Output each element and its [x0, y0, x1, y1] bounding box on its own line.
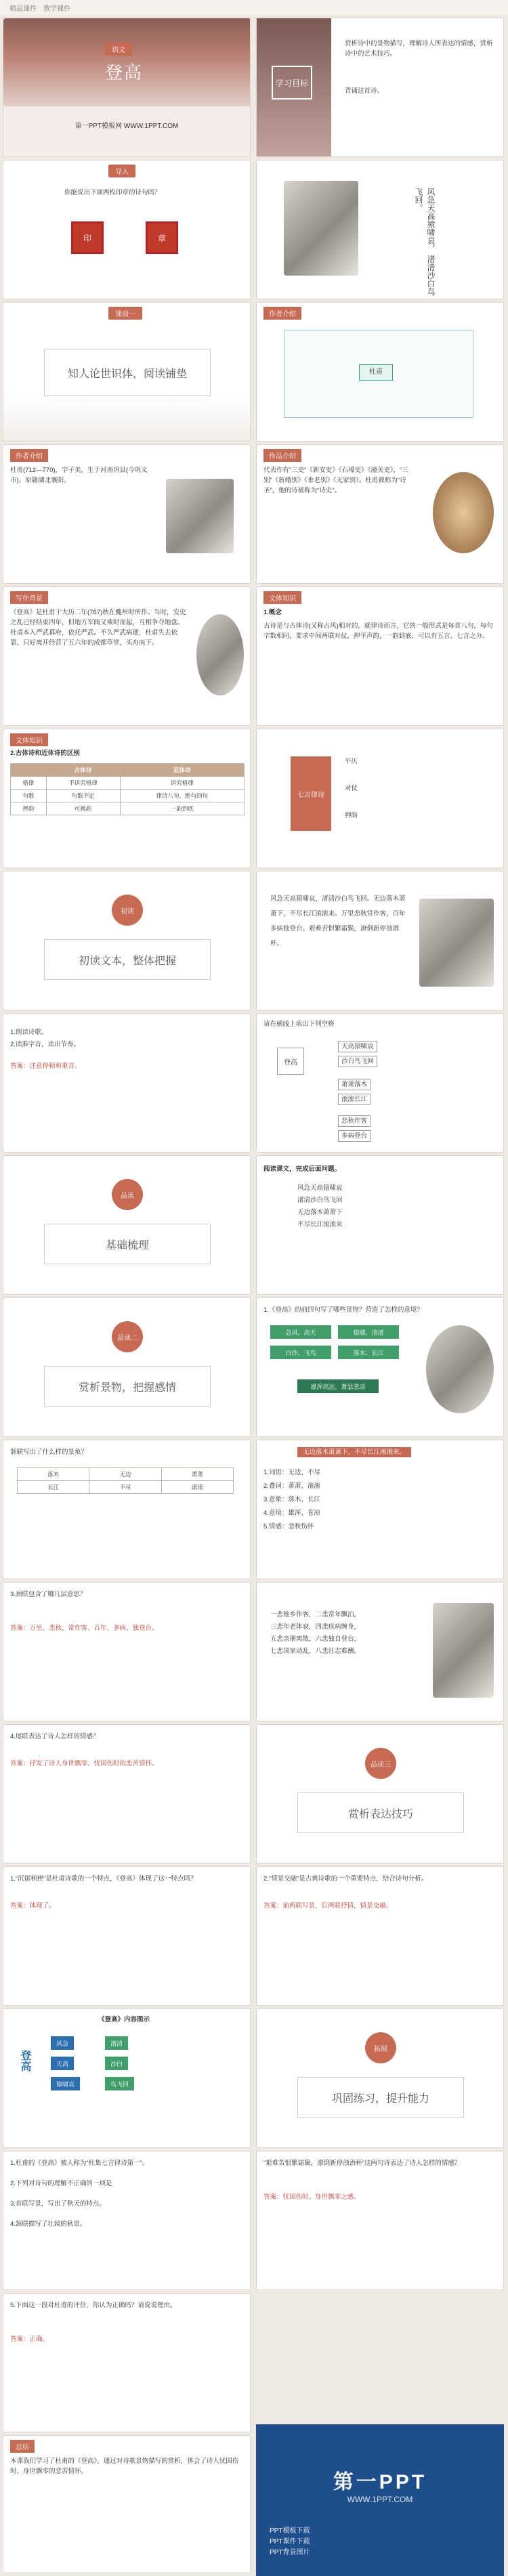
branch-box: 沙白 [105, 2057, 128, 2070]
analysis-heading: 无边落木萧萧下，不尽长江滚滚来。 [297, 1447, 411, 1457]
section3-tag: 品读 [112, 1179, 143, 1210]
footer-link[interactable]: PPT模板下载 [270, 2527, 310, 2535]
sorrow-image [433, 1603, 494, 1698]
map-node: 多病登台 [338, 1130, 371, 1142]
concept-tag: 文体知识 [263, 591, 301, 604]
seal-right: 章 [146, 221, 178, 254]
slide-intro-seals [3, 160, 251, 299]
table-header [11, 764, 47, 777]
objectives-logo: 学习目标 [272, 66, 312, 100]
table-row [11, 802, 245, 815]
footer-links [270, 2526, 310, 2558]
ink-painting [284, 181, 358, 276]
technique1-question: 1.“沉郁顿挫”是杜甫诗歌的一个特点，《登高》体现了这一特点吗？ [10, 1875, 197, 1883]
sorrow-line: 五悲亲朋离散，六悲独自登台， [270, 1635, 361, 1643]
table-cell: 落木 [18, 1468, 89, 1481]
scenery-question: 1.《登高》的前四句写了哪些景物？营造了怎样的意境？ [263, 1306, 423, 1314]
scene-box: 落木、长江 [338, 1346, 399, 1359]
technique1-answer: 答案：体现了。 [10, 1902, 56, 1910]
basic-line: 无边落木萧萧下 [297, 1209, 343, 1216]
background-text: 《登高》是杜甫于大历二年(767)秋在夔州时所作。当时，安史之乱已经结束四年，但地方军阀又乘时而起，互相争夺地盘。杜甫本入严武幕府，依托严武。不久严武病逝，杜甫失去依靠，只好离开经营了五六年的成都草堂，买舟南下。 [10, 609, 186, 647]
works-text: 代表作有“三吏”《新安吏》《石壕吏》《潼关吏》，“三别”《新婚别》《垂老别》《无家别》。杜甫被称为“诗圣”，他的诗被称为“诗史”。 [263, 467, 408, 494]
mind-map [284, 330, 473, 418]
author-intro-text: 杜甫(712—770)，字子美，生于河南巩县(今巩义市)，原籍湖北襄阳。 [10, 467, 148, 484]
map-node: 萧萧落木 [338, 1079, 371, 1090]
neck-answer: 答案：万里、悲秋、常作客、百年、多病、独登台。 [10, 1625, 158, 1632]
slide-title [3, 18, 251, 157]
couplet-table [17, 1467, 234, 1494]
author-portrait [166, 479, 234, 553]
slide-comparison [3, 729, 251, 868]
tail-answer: 答案：抒发了诗人身世飘零、忧国伤时的悲苦情怀。 [10, 1760, 158, 1767]
table-row [18, 1468, 234, 1481]
table-cell: 不讲究格律 [46, 777, 120, 790]
footer-brand: 第一PPT [333, 2471, 427, 2493]
works-tag: 作品介绍 [263, 449, 301, 462]
site-subtitle: 第一PPT模板网 WWW.1PPT.COM [75, 123, 179, 130]
map-node: 滚滚长江 [338, 1094, 371, 1105]
slide-poem-text [256, 871, 504, 1010]
section1-heading: 知人论世识体，阅读铺垫 [44, 349, 211, 396]
author-map-tag: 作者介绍 [263, 307, 301, 320]
exercise2-text: “艰难苦恨繁霜鬓，潦倒新停浊酒杯”这两句诗表达了诗人怎样的情感？ [263, 2160, 461, 2167]
analysis-item: 1.词语：无边、不尽 [263, 1469, 320, 1476]
table-cell: 押韵 [11, 802, 47, 815]
analysis-item: 4.意境：雄浑、苍凉 [263, 1509, 320, 1517]
table-cell: 格律 [11, 777, 47, 790]
topbar-right: 教学课件 [43, 5, 70, 13]
table-row [18, 1481, 234, 1494]
table-header: 近体诗 [120, 764, 244, 777]
summary-tag: 总结 [10, 2440, 35, 2453]
slide-exercise-3 [3, 2293, 251, 2432]
map-node: 沙白鸟飞回 [338, 1056, 377, 1067]
map-fill-heading: 请在横线上填出下列空格 [263, 1021, 335, 1028]
table-cell: 律诗八句，绝句四句 [120, 790, 244, 802]
slide-tail [3, 1724, 251, 1864]
comparison-heading: 2.古体诗和近体诗的区别 [10, 750, 80, 757]
footer-link[interactable]: PPT课件下载 [270, 2538, 310, 2546]
slide-exercise [3, 2151, 251, 2290]
branch-box: 风急 [51, 2036, 74, 2050]
table-cell: 萧萧 [161, 1468, 233, 1481]
basic-line: 不尽长江滚滚来 [297, 1221, 343, 1228]
branch-box: 天高 [51, 2057, 74, 2070]
table-cell: 滚滚 [161, 1481, 233, 1494]
table-cell: 可换韵 [46, 802, 120, 815]
slide-author-map [256, 302, 504, 442]
slide-section-6 [256, 2009, 504, 2148]
top-bar [0, 0, 508, 15]
table-header: 古体诗 [46, 764, 120, 777]
technique2-question: 2.“情景交融”是古典诗歌的一个重要特点，结合诗句分析。 [263, 1875, 428, 1883]
objective-1: 赏析诗中的景物描写，理解诗人所表达的情感，赏析诗中的艺术技巧。 [345, 40, 493, 58]
table-row [11, 790, 245, 802]
summary-text: 本课我们学习了杜甫的《登高》，通过对诗歌景物描写的赏析，体会了诗人忧国伤时、身世飘零的悲苦情怀。 [10, 2457, 239, 2475]
background-image [196, 614, 244, 695]
sorrow-line: 七悲国家动乱，八悲壮志难酬。 [270, 1648, 361, 1655]
scene-box: 白沙、飞鸟 [270, 1346, 331, 1359]
objective-2: 背诵这首诗。 [345, 87, 384, 95]
analysis-item: 3.意象：落木、长江 [263, 1496, 320, 1503]
slide-basic [256, 1155, 504, 1295]
scene-box: 猿啸、清渚 [338, 1325, 399, 1339]
scenery-image [426, 1325, 494, 1413]
analysis-item: 5.情感：悲秋伤怀 [263, 1523, 314, 1530]
table-cell: 句数不定 [46, 790, 120, 802]
slide-couplet [3, 1440, 251, 1579]
slide-concept [256, 586, 504, 726]
section5-heading: 赏析表达技巧 [297, 1793, 464, 1833]
map-root: 登高 [277, 1048, 304, 1075]
objectives-panel [257, 18, 331, 157]
reading-item-2: 2.读准字音，读出节奏。 [10, 1041, 80, 1048]
subject-tag: 语文 [105, 43, 132, 56]
author-intro-tag: 作者介绍 [10, 449, 48, 462]
slide-section-3 [3, 1155, 251, 1295]
table-cell: 长江 [18, 1481, 89, 1494]
slide-author-intro [3, 444, 251, 584]
slide-scenery [256, 1297, 504, 1437]
table-cell: 无边 [89, 1468, 161, 1481]
slide-content-map [3, 2009, 251, 2148]
section4-tag: 品读二 [112, 1321, 143, 1352]
slide-works [256, 444, 504, 584]
exercise3-text: 5.下面这一段对杜甫的评价，你认为正确吗？请说说理由。 [10, 2302, 177, 2309]
scene-box: 急风、高天 [270, 1325, 331, 1339]
exercise2-answer: 答案：忧国伤时、身世飘零之感。 [263, 2193, 360, 2201]
sorrow-line: 一悲他乡作客，二悲常年飘泊， [270, 1611, 361, 1618]
exercise3-answer: 答案：正确。 [10, 2336, 49, 2343]
table-cell: 不尽 [89, 1481, 161, 1494]
background-tag: 写作背景 [10, 591, 48, 604]
scene-summary: 雄浑高远，萧瑟悲凉 [297, 1379, 379, 1393]
feature-1: 平仄 [345, 758, 358, 765]
poem-full-text: 风急天高猿啸哀，渚清沙白鸟飞回。无边落木萧萧下，不尽长江滚滚来。万里悲秋常作客，百年多病独登台。艰难苦恨繁霜鬓，潦倒新停浊酒杯。 [270, 895, 406, 947]
slide-section-4 [3, 1297, 251, 1437]
slide-technique-2 [256, 1866, 504, 2006]
slide-title-text: 登高 [105, 63, 144, 83]
slide-technique-1 [3, 1866, 251, 2006]
table-row [11, 777, 245, 790]
intro-question: 你能说出下面两枚印章的诗句吗？ [64, 189, 161, 196]
footer-link[interactable]: PPT背景图片 [270, 2549, 310, 2556]
slide-map-fill [256, 1013, 504, 1153]
section2-heading: 初读文本，整体把握 [44, 939, 211, 980]
technique2-answer: 答案：前两联写景，后两联抒情，情景交融。 [263, 1902, 393, 1910]
comparison-tag: 文体知识 [10, 733, 48, 746]
basic-heading: 阅读课文，完成后面问题。 [263, 1165, 341, 1173]
exercise-item: 1.杜甫的《登高》被人称为“杜集七言律诗第一”。 [10, 2160, 149, 2167]
mountain-bg [3, 393, 250, 441]
analysis-item: 2.叠词：萧萧、滚滚 [263, 1482, 320, 1490]
promo-footer [256, 2424, 504, 2576]
couplet-question: 颔联写出了什么样的景象？ [10, 1448, 88, 1456]
map-node: 天高猿啸哀 [338, 1041, 377, 1052]
basic-line: 渚清沙白鸟飞回 [297, 1197, 343, 1204]
table-cell: 一韵到底 [120, 802, 244, 815]
intro-tag: 导入 [108, 165, 135, 177]
section4-heading: 赏析景物，把握感情 [44, 1366, 211, 1407]
features-label: 七言律诗 [291, 756, 331, 831]
slide-exercise-2 [256, 2151, 504, 2290]
concept-heading: 1.概念 [263, 609, 282, 616]
slide-reading [3, 1013, 251, 1153]
section5-tag: 品读三 [365, 1748, 396, 1779]
slide-objectives [256, 18, 504, 157]
slide-features [256, 729, 504, 868]
poem-line-1: 风急天高猿啸哀， [426, 188, 436, 253]
section1-tag: 课前一 [108, 307, 142, 320]
section6-tag: 拓展 [365, 2032, 396, 2063]
topbar-left: 精品课件 [9, 5, 37, 13]
comparison-table [10, 763, 245, 815]
basic-line: 风急天高猿啸哀 [297, 1184, 343, 1192]
slide-couplet-analysis [256, 1440, 504, 1579]
poet-painting [419, 899, 494, 987]
section3-heading: 基础梳理 [44, 1224, 211, 1264]
concept-text: 古诗是与古体诗(又称古风)相对的，就律诗而言，它的一般形式是每首八句，每句字数相同，要求中间两联对仗，押平声韵，一韵到底，可以有五言、七言之分。 [263, 622, 493, 640]
slide-section-2 [3, 871, 251, 1010]
exercise-item: 4.颔联描写了壮阔的秋景。 [10, 2220, 87, 2228]
mind-map-center: 杜甫 [359, 364, 393, 381]
reading-item-1: 1.朗读诗歌。 [10, 1029, 48, 1036]
seal-left: 印 [71, 221, 104, 254]
feature-3: 押韵 [345, 812, 358, 819]
portrait-circle [433, 472, 494, 553]
section2-tag: 初读 [112, 895, 143, 926]
branch-box: 猿啸哀 [51, 2077, 80, 2090]
content-map-title: 登高 [19, 2050, 30, 2071]
reading-answer: 答案：注意停顿和重音。 [10, 1062, 81, 1070]
slide-poem-image [256, 160, 504, 299]
slide-section-1 [3, 302, 251, 442]
neck-question: 3.颈联包含了哪几层意思？ [10, 1591, 87, 1598]
poem-line-2: 渚清沙白鸟飞回。 [414, 188, 436, 296]
poem-vertical [412, 188, 437, 299]
exercise-item: 2.下列对诗句的理解不正确的一项是 [10, 2180, 112, 2187]
section6-heading: 巩固练习，提升能力 [297, 2077, 464, 2118]
branch-box: 鸟飞回 [105, 2077, 134, 2090]
slide-eight-sorrows [256, 1582, 504, 1721]
feature-2: 对仗 [345, 785, 358, 792]
tail-question: 4.尾联表达了诗人怎样的情感？ [10, 1733, 100, 1740]
branch-box: 渚清 [105, 2036, 128, 2050]
footer-url: WWW.1PPT.COM [347, 2495, 413, 2504]
slide-section-5 [256, 1724, 504, 1864]
map-node: 悲秋作客 [338, 1115, 371, 1127]
exercise-item: 3.首联写景，写出了秋天的特点。 [10, 2200, 106, 2208]
table-cell: 讲究格律 [120, 777, 244, 790]
slide-background [3, 586, 251, 726]
slide-neck [3, 1582, 251, 1721]
slide-summary [3, 2435, 251, 2573]
content-map-heading: 《登高》内容图示 [98, 2016, 150, 2023]
sorrow-line: 三悲年老体衰，四悲疾病缠身， [270, 1623, 361, 1631]
table-cell: 句数 [11, 790, 47, 802]
